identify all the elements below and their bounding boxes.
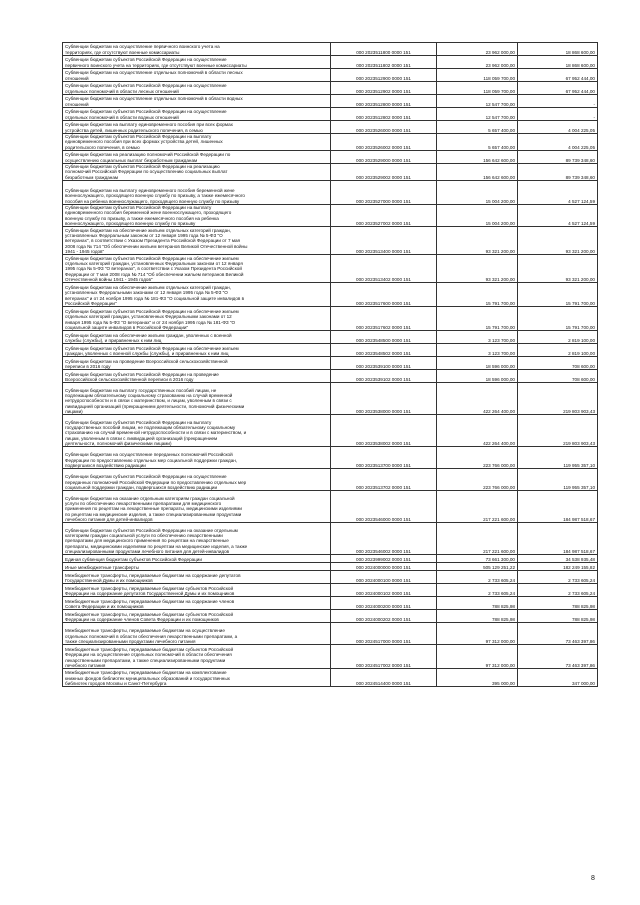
row-code: 000 2023548502 0000 151	[331, 344, 437, 357]
row-plan-amount: 18 596 000,00	[437, 357, 518, 370]
row-fact-amount: 2 733 605,24	[518, 584, 598, 597]
row-name: Субвенции бюджетам субъектов Российской Федерации на выплату государственных пособий лицам, не подлежащим обязательному социальному страхованию на случай временной нетрудоспособности и в связи с материнством, и лицам, уволенным в связи с ликвидацией организаций (прекращением деятельности, полномочий физическими лицами)	[63, 415, 331, 447]
row-plan-amount: 2 733 605,24	[437, 584, 518, 597]
row-plan-amount: 118 059 700,00	[437, 69, 518, 82]
row-name: Субвенции бюджетам на реализацию полномочий Российской Федерации по осуществлению социальных выплат безработным гражданам	[63, 151, 331, 164]
row-code: 000 2023529000 0000 151	[331, 151, 437, 164]
row-name: Субвенции бюджетам субъектов Российской Федерации на осуществление отдельных полномочий в области водных отношений	[63, 108, 331, 121]
table-row	[63, 95, 598, 108]
table-row	[63, 669, 598, 687]
table-row	[63, 227, 598, 255]
row-code: 000 2023538002 0000 151	[331, 415, 437, 447]
row-code: 000 2023517600 0000 151	[331, 283, 437, 307]
row-plan-amount: 97 312 000,00	[437, 623, 518, 645]
row-fact-amount: 219 803 903,43	[518, 415, 598, 447]
row-fact-amount: 182 249 155,82	[518, 563, 598, 571]
table-row	[63, 151, 598, 164]
row-fact-amount: 119 955 357,10	[518, 469, 598, 491]
row-name: Субвенции бюджетам субъектов Российской Федерации на осуществление отдельных полномочий в области лесных отношений	[63, 82, 331, 95]
row-plan-amount: 18 596 000,00	[437, 370, 518, 383]
row-fact-amount: 89 739 348,60	[518, 151, 598, 164]
table-row	[63, 283, 598, 307]
row-fact-amount: 119 955 357,10	[518, 447, 598, 469]
row-plan-amount: 23 962 000,00	[437, 43, 518, 56]
row-name: Межбюджетные трансферты, передаваемые бюджетам на осуществление отдельных полномочий в области обеспечения лекарственными препаратами, а также специализированными продуктами лечебного питания	[63, 623, 331, 645]
row-fact-amount: 18 868 600,00	[518, 56, 598, 69]
row-code: 000 2023513402 0000 151	[331, 255, 437, 283]
budget-table	[62, 42, 598, 687]
row-plan-amount: 422 264 400,00	[437, 415, 518, 447]
row-code: 000 2024000202 0000 151	[331, 610, 437, 623]
row-fact-amount: 73 463 397,86	[518, 623, 598, 645]
row-plan-amount: 15 004 200,00	[437, 205, 518, 227]
row-code: 000 2023539100 0000 151	[331, 357, 437, 370]
row-plan-amount: 788 825,98	[437, 610, 518, 623]
row-plan-amount: 3 123 700,00	[437, 331, 518, 344]
row-code: 000 2023529002 0000 151	[331, 164, 437, 181]
row-plan-amount: 156 642 600,00	[437, 164, 518, 181]
row-code: 000 2023512802 0000 151	[331, 108, 437, 121]
row-name: Единая субвенция бюджетам субъектов Российской Федерации	[63, 555, 331, 563]
row-name: Межбюджетные трансферты, передаваемые бюджетам на содержание членов Совета Федерации и их помощников	[63, 597, 331, 610]
row-fact-amount: -	[518, 108, 598, 121]
row-code: 000 2023512900 0000 151	[331, 69, 437, 82]
row-code: 000 2023511800 0000 151	[331, 43, 437, 56]
row-name: Субвенции бюджетам на обеспечение жильем отдельных категорий граждан, установленных Федеральными законами от 12 января 1995 года № 5-ФЗ "О ветеранах" и от 24 ноября 1995 года № 181-ФЗ "О социальной защите инвалидов в Российской Федерации"	[63, 283, 331, 307]
row-fact-amount: 788 825,98	[518, 597, 598, 610]
row-code: 000 2023513400 0000 151	[331, 227, 437, 255]
row-name: Субвенции бюджетам на выплату единовременного пособия при всех формах устройства детей, лишенных родительского попечения, в семью	[63, 121, 331, 134]
table-row	[63, 563, 598, 571]
row-plan-amount: 12 547 700,00	[437, 108, 518, 121]
row-name: Субвенции бюджетам на обеспечение жильем отдельных категорий граждан, установленных Федеральным законом от 12 января 1995 года № 5-ФЗ "О ветеранах", в соответствии с Указом Президента Российской Федерации от 7 мая 2008 года № 714 "Об обеспечении жильем ветеранов Великой Отечественной войны 1941 - 1945 годов"	[63, 227, 331, 255]
row-code: 000 2024517002 0000 151	[331, 645, 437, 669]
row-name: Субвенции бюджетам на обеспечение жильем граждан, уволенных с военной службы (службы), и приравненных к ним лиц	[63, 331, 331, 344]
row-name: Иные межбюджетные трансферты	[63, 563, 331, 571]
table-row	[63, 82, 598, 95]
row-fact-amount: 219 803 903,43	[518, 383, 598, 415]
table-row	[63, 370, 598, 383]
table-row	[63, 571, 598, 584]
row-plan-amount: 73 661 300,00	[437, 555, 518, 563]
row-code: 000 2023539102 0000 151	[331, 370, 437, 383]
table-row	[63, 56, 598, 69]
row-name: Субвенции бюджетам на осуществление отдельных полномочий в области лесных отношений	[63, 69, 331, 82]
row-name: Субвенции бюджетам субъектов Российской Федерации на осуществление первичного воинского учета на территориях, где отсутствуют военные комиссариаты	[63, 56, 331, 69]
row-name: Субвенции бюджетам субъектов Российской Федерации на выплату единовременного пособия беременной жене военнослужащего, проходящего военную службу по призыву, а также ежемесячного пособия на ребенка военнослужащего, проходящего военную службу по призыву	[63, 205, 331, 227]
row-plan-amount: 15 791 700,00	[437, 283, 518, 307]
row-name: Субвенции бюджетам субъектов Российской Федерации на выплату единовременного пособия при всех формах устройства детей, лишенных родительского попечения, в семью	[63, 134, 331, 151]
row-code: 000 2024000102 0000 151	[331, 584, 437, 597]
table-row	[63, 383, 598, 415]
table-row	[63, 121, 598, 134]
row-plan-amount: 223 766 000,00	[437, 447, 518, 469]
row-code: 000 2023548500 0000 151	[331, 331, 437, 344]
row-fact-amount: 34 538 935,48	[518, 555, 598, 563]
row-code: 000 2023538000 0000 151	[331, 383, 437, 415]
row-fact-amount: 67 952 444,00	[518, 82, 598, 95]
row-name: Субвенции бюджетам субъектов Российской Федерации на обеспечение жильем отдельных категорий граждан, установленных Федеральным законом от 12 января 1995 года № 5-ФЗ "О ветеранах", в соответствии с Указом Президента Российской Федерации от 7 мая 2008 года № 714 "Об обеспечении жильем ветеранов Великой Отечественной войны 1941 - 1945 годов"	[63, 255, 331, 283]
row-code: 000 2024517000 0000 151	[331, 623, 437, 645]
table-row	[63, 331, 598, 344]
row-code: 000 2023511802 0000 151	[331, 56, 437, 69]
table-row	[63, 491, 598, 523]
table-row	[63, 415, 598, 447]
table-row	[63, 623, 598, 645]
row-name: Субвенции бюджетам на выплату государственных пособий лицам, не подлежащим обязательному социальному страхованию на случай временной нетрудоспособности и в связи с материнством, и лицам, уволенным в связи с ликвидацией организаций (прекращением деятельности, полномочий физическими лицами)	[63, 383, 331, 415]
row-plan-amount: 217 221 600,00	[437, 491, 518, 523]
row-plan-amount: 505 129 251,22	[437, 563, 518, 571]
row-fact-amount: 708 600,00	[518, 357, 598, 370]
row-plan-amount: 422 264 400,00	[437, 383, 518, 415]
row-plan-amount: 118 059 700,00	[437, 82, 518, 95]
row-name: Субвенции бюджетам субъектов Российской Федерации на проведение Всероссийской сельскохозяйственной переписи в 2016 году	[63, 370, 331, 383]
table-row	[63, 610, 598, 623]
row-plan-amount: 12 547 700,00	[437, 95, 518, 108]
table-row	[63, 357, 598, 370]
row-plan-amount: 5 657 400,00	[437, 134, 518, 151]
row-name: Субвенции бюджетам субъектов Российской Федерации на оказание отдельным категориям граждан социальной услуги по обеспечению лекарственными препаратами для медицинского применения по рецептам на лекарственные препараты, медицинскими изделиями по рецептам на медицинские изделия, а также специализированными продуктами лечебного питания для детей-инвалидов	[63, 523, 331, 555]
row-fact-amount: 4 004 225,05	[518, 121, 598, 134]
row-plan-amount: 3 123 700,00	[437, 344, 518, 357]
row-plan-amount: 788 825,98	[437, 597, 518, 610]
row-fact-amount: 89 739 348,60	[518, 164, 598, 181]
row-code: 000 2023526000 0000 151	[331, 121, 437, 134]
row-fact-amount: 73 463 397,86	[518, 645, 598, 669]
row-plan-amount: 156 642 600,00	[437, 151, 518, 164]
table-row	[63, 255, 598, 283]
row-name: Субвенции бюджетам на выплату единовременного пособия беременной жене военнослужащего, проходящего военную службу по призыву, а также ежемесячного пособия на ребенка военнослужащего, проходящего военную службу по призыву	[63, 181, 331, 205]
row-plan-amount: 93 321 200,00	[437, 255, 518, 283]
row-fact-amount: 184 987 518,67	[518, 523, 598, 555]
table-row	[63, 597, 598, 610]
row-code: 000 2023546000 0000 151	[331, 491, 437, 523]
page-number: 8	[591, 875, 595, 882]
row-name: Субвенции бюджетам субъектов Российской Федерации на осуществление переданных полномочий Российской Федерации по предоставлению отдельных мер социальной поддержки граждан, подвергшихся воздействию радиации	[63, 469, 331, 491]
table-row	[63, 69, 598, 82]
row-name: Субвенции бюджетам субъектов Российской Федерации на обеспечение жильем отдельных категорий граждан, установленных Федеральными законами от 12 января 1995 года № 5-ФЗ "О ветеранах" и от 24 ноября 1995 года № 181-ФЗ "О социальной защите инвалидов в Российской Федерации"	[63, 307, 331, 331]
row-fact-amount: 18 868 600,00	[518, 43, 598, 56]
row-code: 000 2023512902 0000 151	[331, 82, 437, 95]
table-row	[63, 205, 598, 227]
row-plan-amount: 93 321 200,00	[437, 227, 518, 255]
row-plan-amount: 15 004 200,00	[437, 181, 518, 205]
row-code: 000 2024514400 0000 151	[331, 669, 437, 687]
row-code: 000 2024000200 0000 151	[331, 597, 437, 610]
row-code: 000 2024000000 0000 151	[331, 563, 437, 571]
row-name: Субвенции бюджетам на осуществление отдельных полномочий в области водных отношений	[63, 95, 331, 108]
row-plan-amount: 217 221 600,00	[437, 523, 518, 555]
row-code: 000 2023999002 0000 151	[331, 555, 437, 563]
row-name: Межбюджетные трансферты, передаваемые бюджетам на содержание депутатов Государственной Думы и их помощников	[63, 571, 331, 584]
row-fact-amount: 93 321 200,00	[518, 255, 598, 283]
row-name: Межбюджетные трансферты, передаваемые бюджетам субъектов Российской Федерации на содержание депутатов Государственной Думы и их помощников	[63, 584, 331, 597]
row-fact-amount: 4 004 225,05	[518, 134, 598, 151]
row-fact-amount: 347 000,00	[518, 669, 598, 687]
table-row	[63, 447, 598, 469]
table-row	[63, 584, 598, 597]
row-code: 000 2024000100 0000 151	[331, 571, 437, 584]
row-code: 000 2023512800 0000 151	[331, 95, 437, 108]
table-row	[63, 344, 598, 357]
row-fact-amount: 93 321 200,00	[518, 227, 598, 255]
row-name: Субвенции бюджетам на осуществление первичного воинского учета на территориях, где отсутствуют военные комиссариаты	[63, 43, 331, 56]
row-code: 000 2023513702 0000 151	[331, 469, 437, 491]
row-name: Субвенции бюджетам на проведение Всероссийской сельскохозяйственной переписи в 2016 году	[63, 357, 331, 370]
row-fact-amount: 708 600,00	[518, 370, 598, 383]
row-fact-amount: 15 791 700,00	[518, 307, 598, 331]
table-row	[63, 181, 598, 205]
row-fact-amount: 4 527 124,59	[518, 205, 598, 227]
table-body	[63, 43, 598, 687]
row-fact-amount: 788 825,98	[518, 610, 598, 623]
table-row	[63, 469, 598, 491]
row-code: 000 2023546002 0000 151	[331, 523, 437, 555]
table-row	[63, 307, 598, 331]
row-name: Субвенции бюджетам субъектов Российской Федерации на обеспечение жильем граждан, уволенных с военной службы (службы), и приравненных к ним лиц	[63, 344, 331, 357]
row-plan-amount: 97 312 000,00	[437, 645, 518, 669]
row-plan-amount: 5 657 400,00	[437, 121, 518, 134]
table-row	[63, 134, 598, 151]
row-fact-amount: 2 819 100,00	[518, 331, 598, 344]
table-row	[63, 108, 598, 121]
table-row	[63, 523, 598, 555]
row-fact-amount: 15 791 700,00	[518, 283, 598, 307]
row-name: Межбюджетные трансферты, передаваемые бюджетам субъектов Российской Федерации на осуществление отдельных полномочий в области обеспечения лекарственными препаратами, а также специализированными продуктами лечебного питания	[63, 645, 331, 669]
table-row	[63, 164, 598, 181]
row-name: Межбюджетные трансферты, передаваемые бюджетам субъектов Российской Федерации на содержание членов Совета Федерации и их помощников	[63, 610, 331, 623]
row-name: Субвенции бюджетам субъектов Российской Федерации на реализацию полномочий Российской Федерации по осуществлению социальных выплат безработным гражданам	[63, 164, 331, 181]
row-name: Субвенции бюджетам на оказание отдельным категориям граждан социальной услуги по обеспечению лекарственными препаратами для медицинского применения по рецептам на лекарственные препараты, медицинскими изделиями по рецептам на медицинские изделия, а также специализированными продуктами лечебного питания для детей-инвалидов	[63, 491, 331, 523]
row-plan-amount: 395 000,00	[437, 669, 518, 687]
row-plan-amount: 23 962 000,00	[437, 56, 518, 69]
row-plan-amount: 15 791 700,00	[437, 307, 518, 331]
row-code: 000 2023517602 0000 151	[331, 307, 437, 331]
table-row	[63, 645, 598, 669]
row-fact-amount: 67 952 444,00	[518, 69, 598, 82]
row-code: 000 2023527000 0000 151	[331, 181, 437, 205]
row-fact-amount: 2 733 605,24	[518, 571, 598, 584]
row-fact-amount: 4 527 124,59	[518, 181, 598, 205]
row-code: 000 2023526002 0000 151	[331, 134, 437, 151]
row-plan-amount: 223 766 000,00	[437, 469, 518, 491]
row-fact-amount: 184 987 518,67	[518, 491, 598, 523]
table-row	[63, 555, 598, 563]
row-name: Межбюджетные трансферты, передаваемые бюджетам на комплектование книжных фондов библиотек муниципальных образований и государственных библиотек городов Москвы и Санкт-Петербурга	[63, 669, 331, 687]
row-fact-amount: 2 819 100,00	[518, 344, 598, 357]
row-fact-amount: -	[518, 95, 598, 108]
row-name: Субвенции бюджетам на осуществление переданных полномочий Российской Федерации по предоставлению отдельных мер социальной поддержки граждан, подвергшихся воздействию радиации	[63, 447, 331, 469]
row-code: 000 2023527002 0000 151	[331, 205, 437, 227]
table-row	[63, 43, 598, 56]
row-plan-amount: 2 733 605,24	[437, 571, 518, 584]
row-code: 000 2023513700 0000 151	[331, 447, 437, 469]
